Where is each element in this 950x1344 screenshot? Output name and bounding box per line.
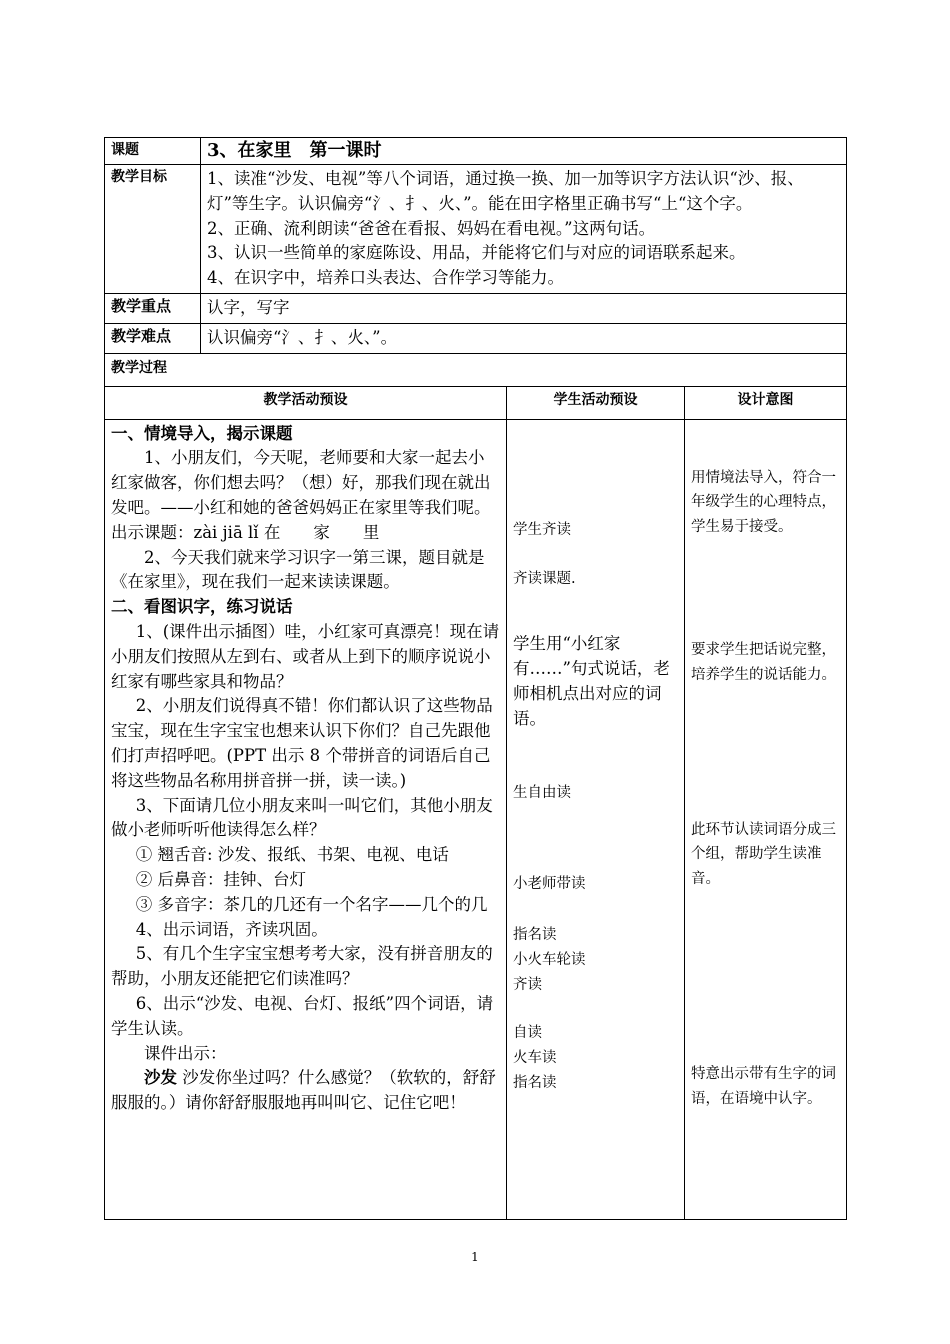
teacher-activities — [105, 419, 507, 1219]
student-activity: 小火车轮读 — [513, 951, 586, 968]
goal-item: 4、在识字中，培养口头表达、合作学习等能力。 — [207, 268, 564, 288]
student-activity: 齐读课题. — [513, 571, 576, 588]
paragraph: 3、下面请几位小朋友来叫一叫它们，其他小朋友做小老师听听他读得怎么样？ — [111, 795, 493, 840]
paragraph: 1、小朋友们，今天呢，老师要和大家一起去小红家做客，你们想去吗？（想）好，那我们现在就出发吧。——小红和她的爸爸妈妈正在家里等我们呢。出示课题：zài jiā lǐ 在 家 里 — [111, 448, 491, 542]
student-activity: 学生用“小红家有……”句式说话，老师相机点出对应的词语。 — [513, 634, 670, 728]
student-activity: 火车读 — [513, 1050, 557, 1067]
goal-item: 3、认识一些简单的家庭陈设、用品，并能将它们与对应的词语联系起来。 — [207, 243, 746, 263]
paragraph: 4、出示词语，齐读巩固。 — [135, 919, 328, 939]
intent-note: 用情境法导入，符合一年级学生的心理特点，学生易于接受。 — [691, 469, 836, 536]
topic-value: 3、在家里 第一课时 — [201, 138, 847, 165]
paragraph: 2、小朋友们说得真不错！你们都认识了这些物品宝宝，现在生字宝宝也想来认识下你们？自己先跟他们打声招呼吧。(PPT 出示 8 个带拼音的词语后自己将这些物品名称用拼音拼一拼，读一读。) — [111, 696, 493, 790]
list-item: ① 翘舌音: 沙发、报纸、书架、电视、电话 — [135, 845, 449, 865]
section-heading: 二、看图识字，练习说话 — [111, 597, 293, 617]
intent-note: 要求学生把话说完整，培养学生的说话能力。 — [691, 641, 836, 683]
key-value: 认字，写字 — [201, 293, 847, 323]
topic-label: 课题 — [105, 138, 201, 165]
goal-item: 1、读准“沙发、电视”等八个词语，通过换一换、加一加等识字方法认识“沙、报、灯”等生字。认识偏旁“氵、扌、火、”。能在田字格里正确书写“上“这个字。 — [207, 169, 804, 213]
student-activity: 学生齐读 — [513, 521, 571, 538]
student-activity: 齐读 — [513, 976, 542, 993]
paragraph: 5、有几个生字宝宝想考考大家，没有拼音朋友的帮助，小朋友还能把它们读准吗？ — [111, 944, 493, 989]
page-number: 1 — [471, 1250, 479, 1264]
difficulty-label: 教学难点 — [105, 323, 201, 353]
student-activity: 指名读 — [513, 926, 557, 943]
student-activity: 小老师带读 — [513, 876, 586, 893]
intent-note: 特意出示带有生字的词语，在语境中认字。 — [691, 1065, 836, 1107]
list-item: ② 后鼻音：挂钟、台灯 — [135, 869, 306, 889]
paragraph — [111, 1066, 500, 1116]
bold-word: 沙发 — [144, 1068, 177, 1088]
student-activity: 自读 — [513, 1025, 542, 1042]
paragraph: 1、(课件出示插图）哇，小红家可真漂亮！现在请小朋友们按照从左到右、或者从上到下的顺序说说小红家有哪些家具和物品？ — [111, 621, 500, 691]
student-column-header: 学生活动预设 — [507, 386, 685, 419]
student-activities — [507, 419, 685, 1219]
paragraph: 2、今天我们就来学习识字一第三课，题目就是《在家里》，现在我们一起来读读课题。 — [111, 547, 485, 592]
paragraph: 课件出示： — [144, 1043, 227, 1063]
paragraph: 6、出示“沙发、电视、台灯、报纸”四个词语，请学生认读。 — [111, 993, 494, 1038]
student-activity: 指名读 — [513, 1074, 557, 1091]
section-heading: 一、情境导入，揭示课题 — [111, 423, 293, 443]
goals-cell — [201, 165, 847, 294]
list-item: ③ 多音字：茶几的几还有一个名字——几个的几 — [135, 894, 488, 914]
difficulty-value: 认识偏旁“氵、扌、火、”。 — [201, 323, 847, 353]
paragraph-text: 沙发你坐过吗？什么感觉？（软软的，舒舒服服的。）请你舒舒服服地再叫叫它、记住它吧！ — [111, 1068, 496, 1113]
goal-item: 2、正确、流利朗读“爸爸在看报、妈妈在看电视。”这两句话。 — [207, 218, 656, 238]
design-intent — [685, 419, 847, 1219]
intent-column-header: 设计意图 — [685, 386, 847, 419]
process-label: 教学过程 — [105, 353, 847, 386]
goals-label: 教学目标 — [105, 165, 201, 294]
intent-note: 此环节认读词语分成三个组，帮助学生读准音。 — [691, 821, 836, 888]
student-activity: 生自由读 — [513, 785, 571, 802]
key-label: 教学重点 — [105, 293, 201, 323]
teacher-column-header: 教学活动预设 — [105, 386, 507, 419]
lesson-plan-table — [104, 137, 847, 1220]
